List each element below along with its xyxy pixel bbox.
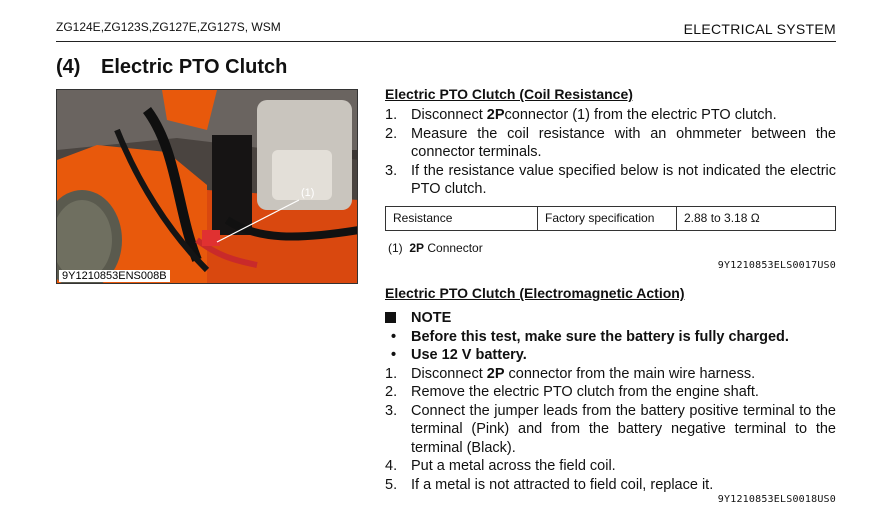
step-number: 1.	[385, 365, 398, 382]
step-bold: 2P	[486, 365, 505, 382]
bullet-dot-icon: •	[391, 328, 397, 345]
list-item	[385, 383, 836, 402]
table-row	[386, 206, 836, 230]
step-text: Disconnect	[411, 107, 487, 123]
electromagnetic-heading: Electric PTO Clutch (Electromagnetic Action)	[385, 285, 685, 301]
step-number: 4.	[385, 458, 398, 474]
step-text: If a metal is not attracted to field coil, replace it.	[411, 476, 714, 493]
list-item	[385, 346, 836, 365]
step-text: If the resistance value specified below is not indicated the electric PTO clutch.	[411, 162, 836, 197]
header-models: ZG124E,ZG123S,ZG127E,ZG127S, WSM	[56, 20, 281, 34]
step-number: 5.	[385, 476, 398, 493]
document-code: 9Y1210853ELS0017US0	[717, 259, 836, 271]
spec-value-cell: 2.88 to 3.18 Ω	[677, 206, 836, 230]
list-item	[385, 162, 836, 199]
step-text: Put a metal across the field coil.	[411, 458, 616, 474]
coil-resistance-section	[385, 86, 836, 271]
header-section: ELECTRICAL SYSTEM	[683, 21, 836, 37]
note-square-icon	[385, 312, 396, 323]
list-item	[385, 457, 836, 476]
electromagnetic-section	[385, 285, 836, 505]
resistance-spec-table	[385, 206, 836, 231]
step-number: 3.	[385, 402, 398, 419]
list-item	[385, 106, 836, 125]
list-item	[385, 402, 836, 458]
step-text: Disconnect	[411, 365, 487, 382]
photo-caption: 9Y1210853ENS008B	[59, 270, 170, 282]
step-number: 1.	[385, 107, 398, 123]
pto-clutch-photo	[56, 89, 358, 284]
bullet-text: Use 12 V battery.	[411, 347, 527, 363]
spec-label-cell: Resistance	[386, 206, 538, 230]
coil-resistance-steps	[385, 106, 836, 199]
list-item	[385, 328, 836, 347]
section-title-text: Electric PTO Clutch	[101, 56, 288, 78]
step-text: connector from the main wire harness.	[504, 365, 756, 382]
step-text: connector (1) from the electric PTO clutch.	[504, 107, 777, 123]
list-item	[385, 365, 836, 384]
spec-type-cell: Factory specification	[538, 206, 677, 230]
legend-number: (1)	[388, 240, 403, 255]
photo-legend	[385, 241, 836, 255]
section-title	[56, 56, 287, 79]
bullet-dot-icon: •	[391, 347, 397, 363]
header-divider	[56, 41, 836, 42]
list-item	[385, 125, 836, 162]
step-bold: 2P	[486, 107, 505, 123]
legend-bold: 2P	[409, 240, 425, 255]
note-bullets	[385, 328, 836, 365]
photo-callout-label: (1)	[301, 187, 315, 199]
coil-resistance-heading: Electric PTO Clutch (Coil Resistance)	[385, 86, 633, 102]
step-text: Measure the coil resistance with an ohmmeter between the connector terminals.	[411, 125, 836, 160]
electromagnetic-steps	[385, 365, 836, 495]
step-number: 2.	[385, 125, 398, 142]
note-label	[385, 309, 836, 328]
document-code: 9Y1210853ELS0018US0	[717, 494, 836, 505]
step-number: 2.	[385, 384, 398, 400]
list-item	[385, 476, 836, 495]
step-number: 3.	[385, 162, 398, 179]
bullet-text: Before this test, make sure the battery is fully charged.	[411, 328, 789, 345]
note-text: NOTE	[411, 310, 452, 326]
step-text: Remove the electric PTO clutch from the engine shaft.	[411, 384, 759, 400]
section-number: (4)	[56, 56, 81, 78]
step-text: Connect the jumper leads from the battery positive terminal to the terminal (Pink) and from the battery negative terminal to the terminal (Black).	[411, 402, 836, 456]
legend-text: Connector	[424, 240, 483, 255]
